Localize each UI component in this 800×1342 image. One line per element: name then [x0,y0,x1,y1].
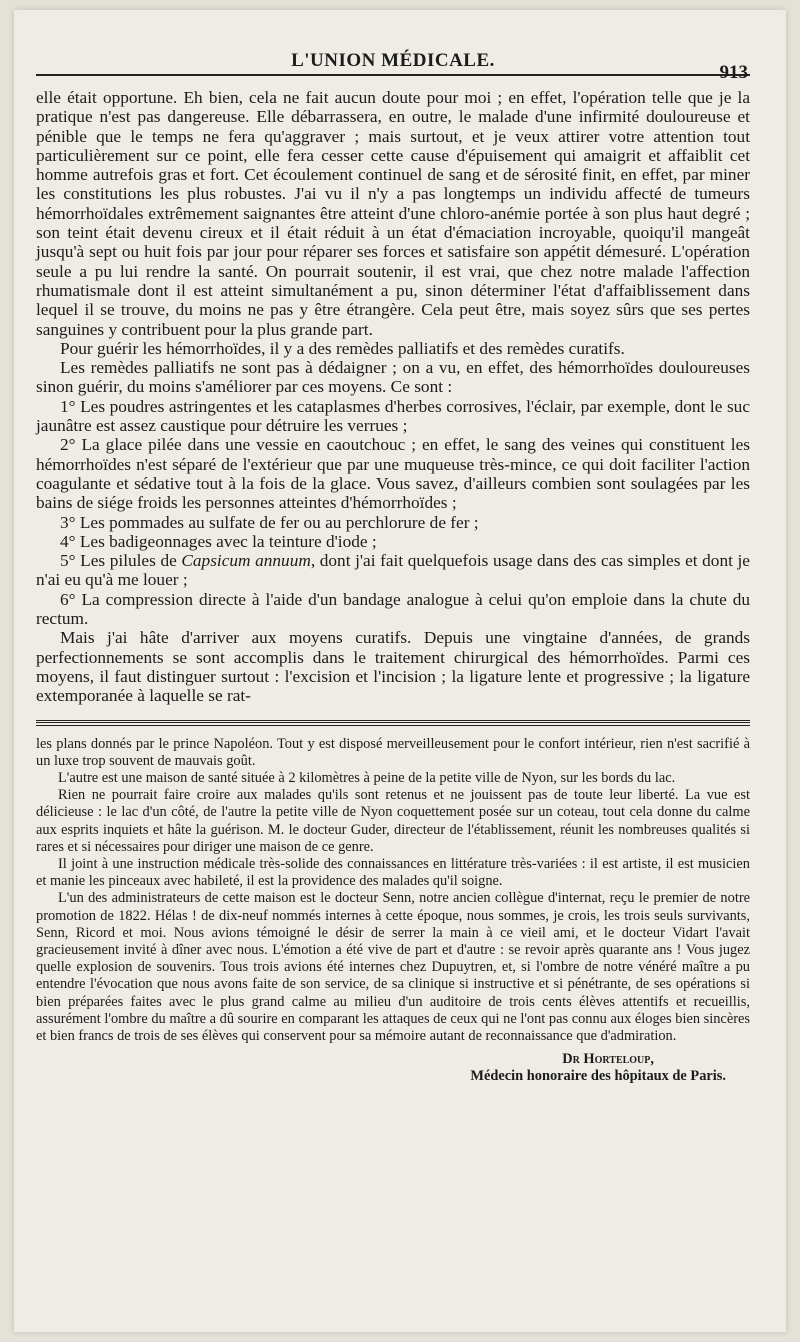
footnote-paragraph-3: Rien ne pourrait faire croire aux malades qu'ils sont retenus et ne jouissent pas de toute leur liberté. La vue est délicieuse : le lac d'un côté, de l'autre la petite ville de Nyon coquettement posée sur un coteau, tout cela donne du calme aux esprits inquiets et hâte la guérison. M. le docteur Guder, directeur de l'établissement, réunit les nombreuses qualités si rares et si nécessaires pour diriger une maison de ce genre. [36,787,750,855]
author-name: Dr Horteloup, [562,1051,654,1068]
author-title: Médecin honoraire des hôpitaux de Paris. [470,1068,726,1085]
paragraph-curatifs: Mais j'ai hâte d'arriver aux moyens curatifs. Depuis une vingtaine d'années, de grands perfectionnements se sont accomplis dans le traitement chirurgical des hémorrhoïdes. Parmi ces moyens, il faut distinguer surtout : l'excision et l'incision ; la ligature lente et progressive ; la ligature extemporanée à laquelle se rat- [36,628,750,706]
species-name: Capsicum annuum [181,551,311,571]
paragraph-2: Pour guérir les hémorrhoïdes, il y a des remèdes palliatifs et des remèdes curatifs. [60,338,625,358]
footnote-paragraph-4: Il joint à une instruction médicale très-solide des connaissances en littérature très-variées : il est artiste, il est musicien et manie les pinceaux avec habileté, il est la providence des malades qu'il soigne. [36,855,750,890]
signature-block [36,1051,750,1085]
list-item-3: 3° Les pommades au sulfate de fer ou au perchlorure de fer ; [60,512,479,532]
list-item-2: 2° La glace pilée dans une vessie en caoutchouc ; en effet, le sang des veines qui constituent les hémorrhoïdes n'est séparé de l'extérieur que par une muqueuse très-mince, ce qui doit faciliter l'action coagulante et sédative tout à la fois de la glace. Vous savez, d'ailleurs combien sont soulagées par les bains de siége froids les personnes atteintes d'hémorrhoïdes ; [36,435,750,513]
page-content [36,40,750,1085]
main-text [36,88,750,706]
list-item-4: 4° Les badigeonnages avec la teinture d'iode ; [60,531,377,551]
list-item-1: 1° Les poudres astringentes et les cataplasmes d'herbes corrosives, l'éclair, par exemple, dont le suc jaunâtre est assez caustique pour détruire les verrues ; [36,396,750,436]
footnote-paragraph-1: les plans donnés par le prince Napoléon. Tout y est disposé merveilleusement pour le confort intérieur, rien n'est sacrifié à un luxe trop souvent de mauvais goût. [36,735,750,769]
list-item-6: 6° La compression directe à l'aide d'un bandage analogue à celui qu'on emploie dans la chute du rectum. [36,589,750,629]
footnote-text [36,736,750,1046]
footnote-paragraph-5: L'un des administrateurs de cette maison est le docteur Senn, notre ancien collègue d'internat, reçu le premier de notre promotion de 1822. Hélas ! de dix-neuf nommés internes à cette époque, nous sommes, je crois, les trois seuls survivants, Senn, Ricord et moi. Nous avions témoigné le désir de serrer la main à ce vieil ami, et le docteur Vidart l'avait gracieusement invité à dîner avec nous. L'émotion a été vive de part et d'autre : se revoir après quarante ans ! Vous jugez quelle explosion de souvenirs. Tous trois avions été internes chez Dupuytren, et, si l'ombre de notre vénéré maître a pu entendre l'évocation que nous avons faite de son service, de sa clinique si instructive et si pénétrante, de ses opérations si bien préparées faites avec le plus grand calme au milieu d'un auditoire de trois cents élèves attentifs et recueillis, assurément l'ombre du maître a dû sourire en comparant les attaques de ceux qui ne l'ont pas connu aux éloges bien sincères et bien francs de trois de ses élèves qui conservent pour sa mémoire autant de reconnaissance que d'admiration. [36,890,750,1044]
paragraph-3: Les remèdes palliatifs ne sont pas à dédaigner ; on a vu, en effet, des hémorrhoïdes douloureuses sinon guérir, du moins s'améliorer par ces moyens. Ce sont : [36,358,750,397]
paragraph-1: elle était opportune. Eh bien, cela ne fait aucun doute pour moi ; en effet, l'opération telle que je la pratique n'est pas dangereuse. Elle débarrassera, en outre, le malade d'une infirmité douloureuse et pénible que le temps ne fera qu'aggraver ; mais surtout, et je veux attirer votre attention tout particulièrement sur ce point, elle fera cesser cette cause d'épuisement qui amaigrit et affaiblit cet homme autrefois gras et fort. Cet écoulement continuel de sang et de sérosité finit, en effet, par miner les constitutions les plus robustes. J'ai vu il n'y a pas longtemps un individu affecté de tumeurs hémorrhoïdales extrêmement saignantes être atteint d'une chloro-anémie portée à son plus haut degré ; son teint était devenu cireux et il était réduit à un état d'émaciation incroyable, quoiqu'il mangeât jusqu'à sept ou huit fois par jour pour réparer ses forces et satisfaire son appétit démesuré. L'opération seule a pu lui rendre la santé. On pourrait soutenir, il est vrai, que chez notre malade l'affection rhumatismale dont il est atteint simultanément a pu, sinon déterminer l'état d'affaiblissement dans lequel il se trouve, du moins ne pas y être étrangère. Cela peut être, mais soyez sûrs que ses pertes sanguines y contribuent pour la plus grande part. [36,88,750,339]
page-number: 913 [719,62,748,83]
journal-page [14,10,786,1332]
list-item-5: 5° Les pilules de Capsicum annuum, dont j'ai fait quelquefois usage dans des cas simples et dont je n'ai eu qu'à me louer ; [36,551,750,590]
running-header [36,40,750,83]
footnote-paragraph-2: L'autre est une maison de santé située à 2 kilomètres à peine de la petite ville de Nyon, sur les bords du lac. [58,769,676,786]
footnote-separator [36,720,750,726]
journal-title: L'UNION MÉDICALE. [291,50,495,71]
